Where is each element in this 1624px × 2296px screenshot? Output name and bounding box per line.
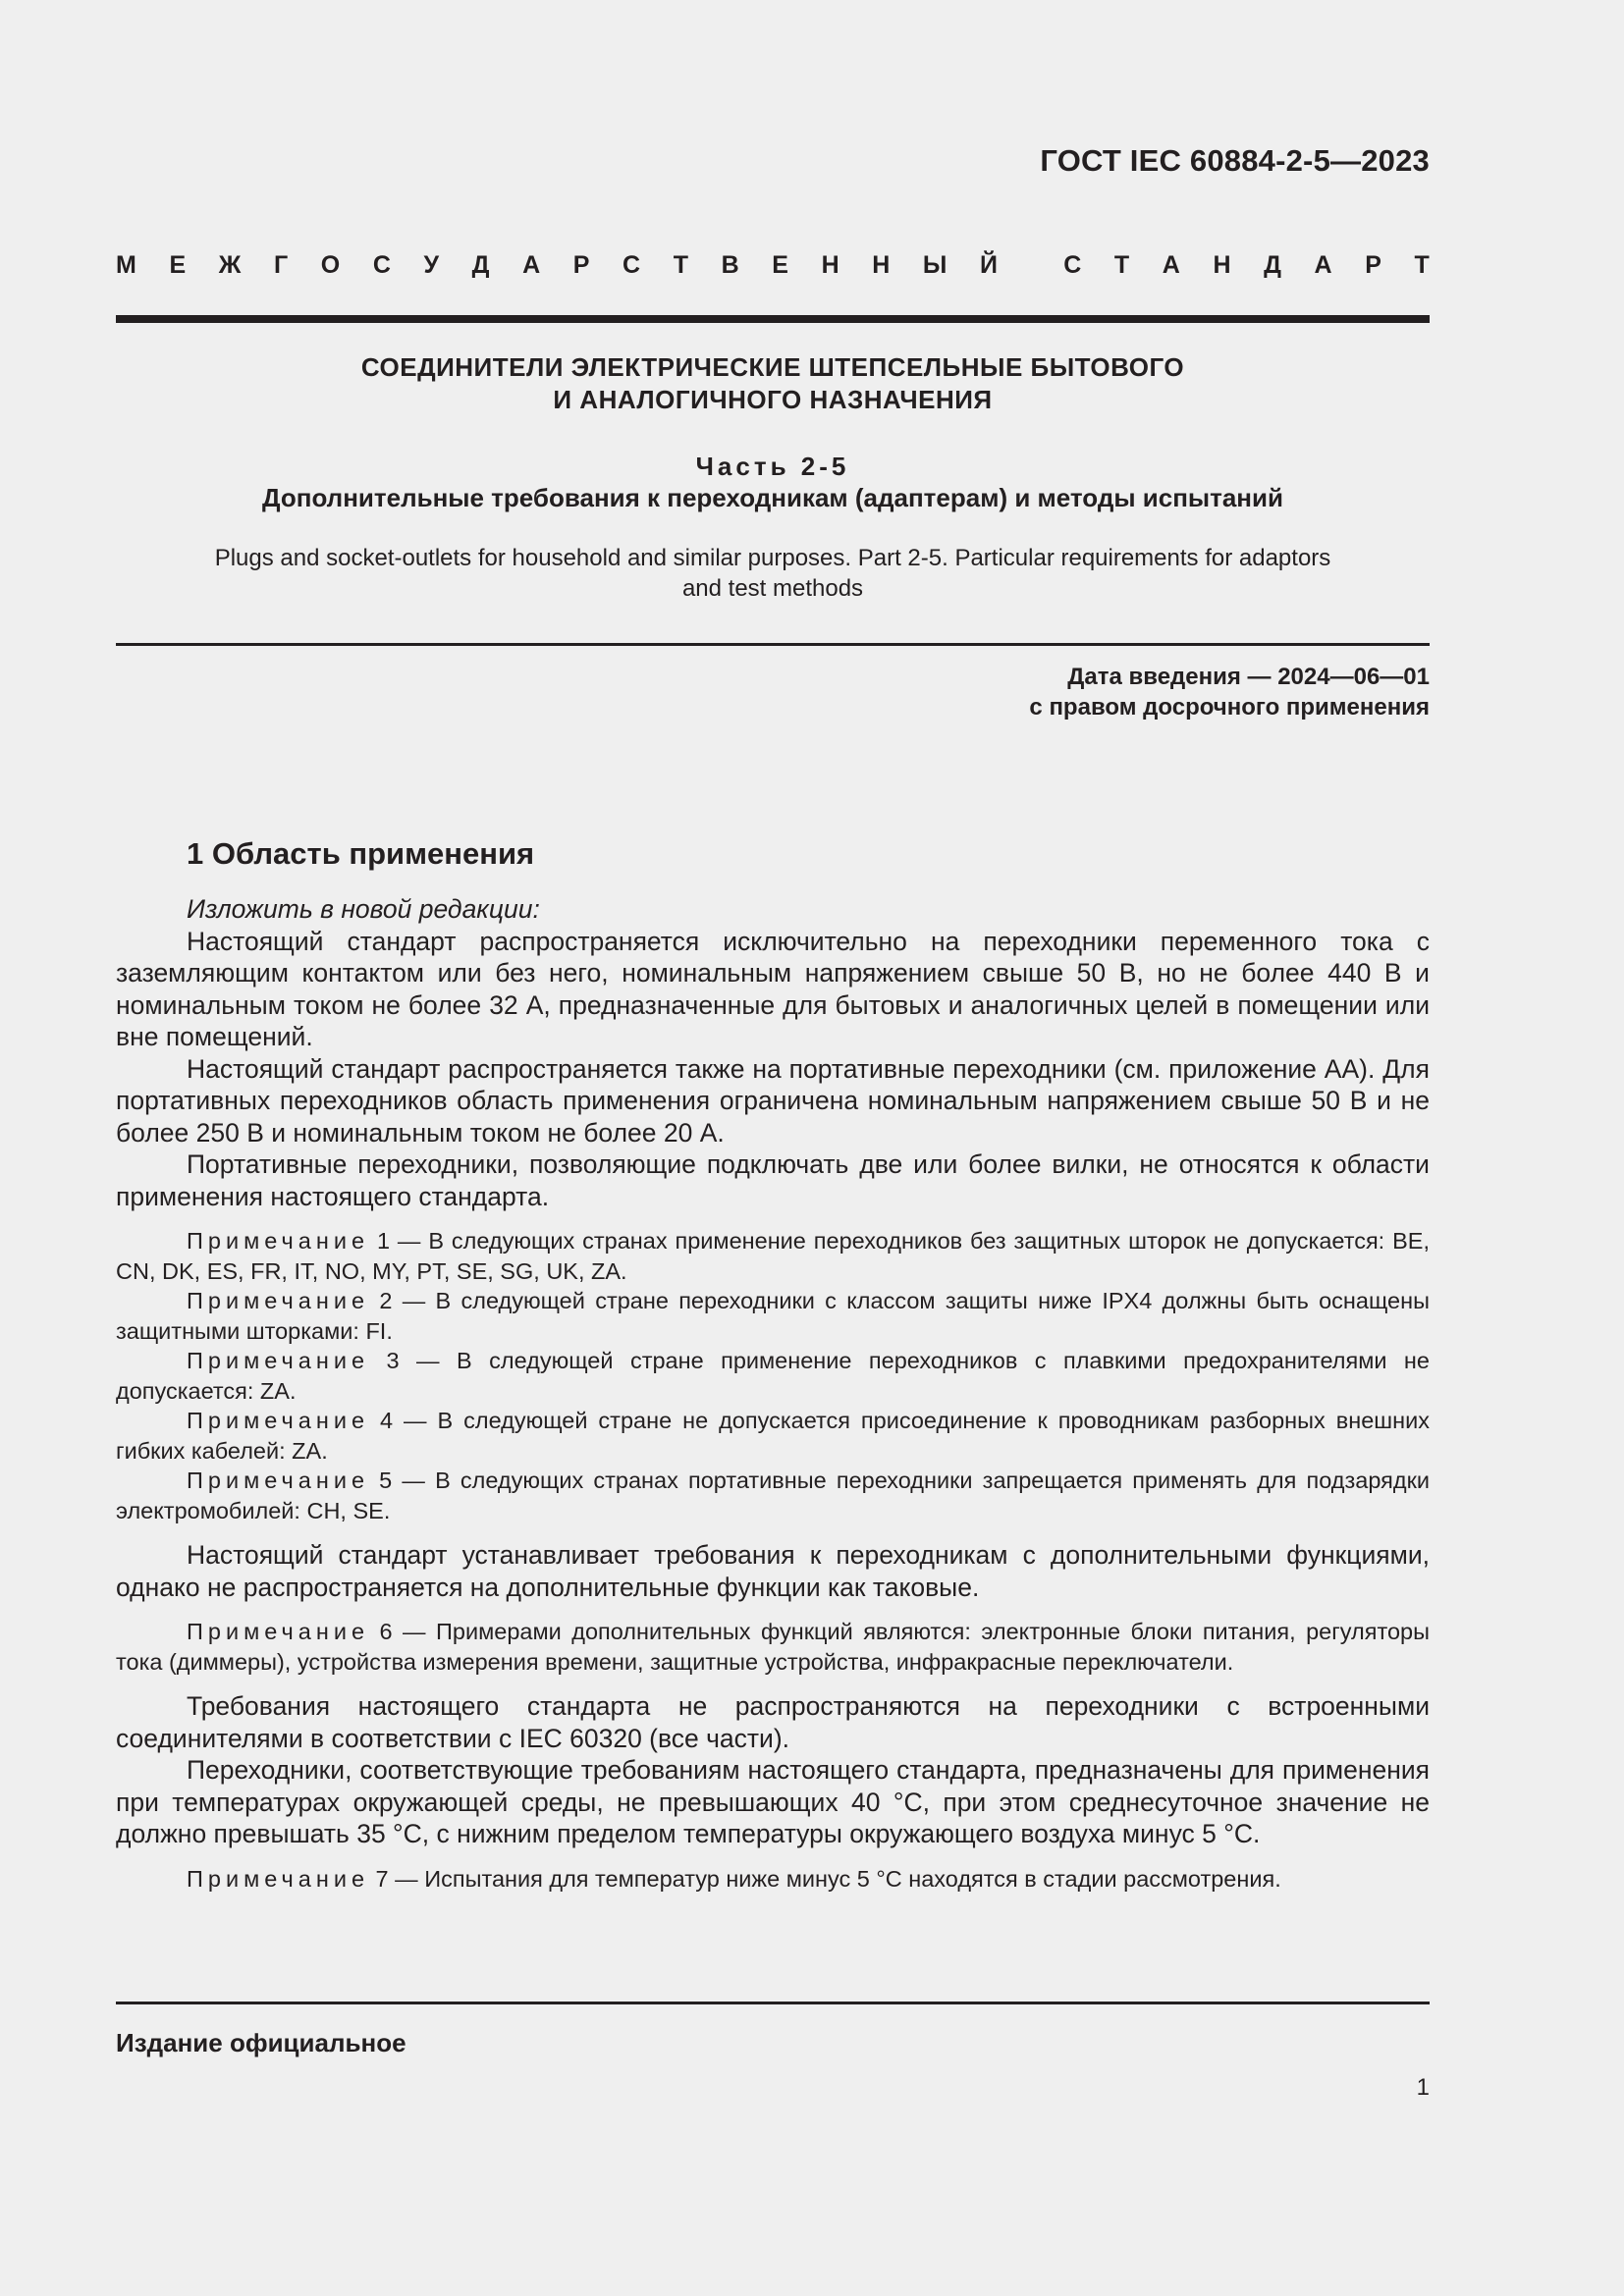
note	[116, 1226, 1430, 1286]
standard-code: ГОСТ IEC 60884-2-5—2023	[1040, 143, 1430, 178]
banner-letter: Д	[471, 251, 490, 279]
note-label: Примечание	[187, 1468, 370, 1493]
early-application-note: с правом досрочного применения	[1029, 694, 1430, 721]
note	[116, 1406, 1430, 1466]
banner-letter: Й	[980, 251, 998, 279]
banner-letter: Н	[821, 251, 839, 279]
note-number: 6	[369, 1619, 393, 1644]
title-line-2: И АНАЛОГИЧНОГО НАЗНАЧЕНИЯ	[553, 385, 993, 414]
banner-letter: С	[623, 251, 641, 279]
note-number: 7	[369, 1865, 389, 1892]
banner-letter: Т	[1113, 251, 1130, 279]
note-text: — Испытания для температур ниже минус 5 °С находятся в стадии рассмотрения.	[388, 1865, 1281, 1892]
paragraph: Настоящий стандарт распространяется также на портативные переходники (см. приложение АА). Для портативных переходников область применения ограничена номинальным напряжением свыше 50 В и не более 250 В и номинальным током не более 20 А.	[116, 1053, 1430, 1148]
note-number: 1	[369, 1228, 391, 1254]
note-text: — Примерами дополнительных функций являются: электронные блоки питания, регуляторы тока (диммеры), устройства измерения времени, защитные устройства, инфракрасные переключатели.	[116, 1619, 1430, 1675]
notes-group	[116, 1617, 1430, 1677]
note	[116, 1617, 1430, 1677]
paragraph: Портативные переходники, позволяющие подключать две или более вилки, не относятся к области применения настоящего стандарта.	[116, 1149, 1430, 1211]
note-number: 2	[369, 1288, 393, 1313]
english-title-line-1: Plugs and socket-outlets for household and similar purposes. Part 2-5. Particular requirements for adaptors	[214, 545, 1331, 571]
note	[116, 1864, 1430, 1895]
english-title-line-2: and test methods	[681, 575, 864, 602]
note	[116, 1286, 1430, 1346]
note-label: Примечание	[187, 1865, 370, 1892]
english-title	[116, 543, 1430, 604]
note-label: Примечание	[187, 1619, 370, 1644]
banner-letter: Ж	[218, 251, 242, 279]
interstate-standard-banner	[116, 251, 1430, 280]
note-label: Примечание	[187, 1228, 370, 1254]
official-edition-label: Издание официальное	[116, 2028, 406, 2057]
paragraph: Настоящий стандарт распространяется исключительно на переходники переменного тока с заземляющим контактом или без него, номинальным напряжением свыше 50 В, но не более 440 В и номинальным током не более 32 А, предназначенные для бытовых и аналогичных целей в помещении или вне помещений.	[116, 926, 1430, 1051]
notes-group	[116, 1864, 1430, 1895]
document-title	[116, 351, 1430, 416]
note-number: 3	[369, 1348, 400, 1373]
banner-letter: Ы	[922, 251, 947, 279]
title-divider	[116, 643, 1430, 646]
banner-letter: Г	[273, 251, 289, 279]
header-thick-rule	[116, 315, 1430, 323]
section-1	[116, 834, 1430, 1907]
page-number: 1	[1416, 2074, 1430, 2101]
note-text: — В следующей стране переходники с классом защиты ниже IPX4 должны быть оснащены защитными шторками: FI.	[116, 1288, 1430, 1344]
banner-letter: Т	[1414, 251, 1430, 279]
banner-letter: С	[372, 251, 391, 279]
paragraph: Переходники, соответствующие требованиям настоящего стандарта, предназначены для применения при температурах окружающей среды, не превышающих 40 °С, при этом среднесуточное значение не должно превышать 35 °С, с нижним пределом температуры окружающего воздуха минус 5 °С.	[116, 1755, 1430, 1848]
part-label: Часть 2-5	[695, 452, 850, 481]
note-number: 4	[369, 1408, 394, 1433]
paragraph: Требования настоящего стандарта не распространяются на переходники с встроенными соединителями в соответствии с IEC 60320 (все части).	[116, 1691, 1430, 1753]
banner-letter: Е	[772, 251, 788, 279]
banner-letter: Н	[872, 251, 891, 279]
banner-letter: А	[1314, 251, 1332, 279]
banner-letter: Е	[169, 251, 187, 279]
part-title: Дополнительные требования к переходникам (адаптерам) и методы испытаний	[262, 483, 1283, 512]
banner-letter: Д	[1264, 251, 1281, 279]
note-number: 5	[369, 1468, 393, 1493]
note-label: Примечание	[187, 1288, 370, 1313]
section-heading: 1 Область применения	[187, 836, 535, 871]
banner-letter: А	[1162, 251, 1180, 279]
banner-letter: М	[116, 251, 136, 279]
introduction-date: Дата введения — 2024—06—01	[1067, 664, 1430, 690]
note	[116, 1466, 1430, 1525]
notes-group	[116, 1226, 1430, 1525]
note-label: Примечание	[187, 1348, 370, 1373]
note-label: Примечание	[187, 1408, 370, 1433]
banner-letter: Р	[572, 251, 590, 279]
banner-letter: О	[320, 251, 341, 279]
note-text: — В следующих странах портативные переходники запрещается применять для подзарядки электромобилей: CH, SE.	[116, 1468, 1430, 1523]
amendment-instruction: Изложить в новой редакции:	[187, 894, 540, 924]
note-text: — В следующей стране применение переходников с плавкими предохранителями не допускается: ZA.	[116, 1348, 1430, 1404]
note-text: — В следующих странах применение переходников без защитных шторок не допускается: BE, CN, DK, ES, FR, IT, NO, MY, PT, SE, SG, UK, ZA.	[116, 1228, 1430, 1284]
banner-letter: А	[522, 251, 541, 279]
banner-letter: Р	[1365, 251, 1381, 279]
banner-letter: У	[423, 251, 440, 279]
banner-letter: Н	[1213, 251, 1231, 279]
banner-letter: С	[1063, 251, 1082, 279]
note	[116, 1346, 1430, 1406]
banner-letter: Т	[673, 251, 688, 279]
title-line-1: СОЕДИНИТЕЛИ ЭЛЕКТРИЧЕСКИЕ ШТЕПСЕЛЬНЫЕ БЫТОВОГО	[360, 352, 1185, 382]
footer-divider	[116, 2002, 1430, 2004]
note-text: — В следующей стране не допускается присоединение к проводникам разборных внешних гибких кабелей: ZA.	[116, 1408, 1430, 1464]
banner-letter: В	[721, 251, 739, 279]
paragraph: Настоящий стандарт устанавливает требования к переходникам с дополнительными функциями, однако не распространяется на дополнительные функции как таковые.	[116, 1540, 1430, 1602]
